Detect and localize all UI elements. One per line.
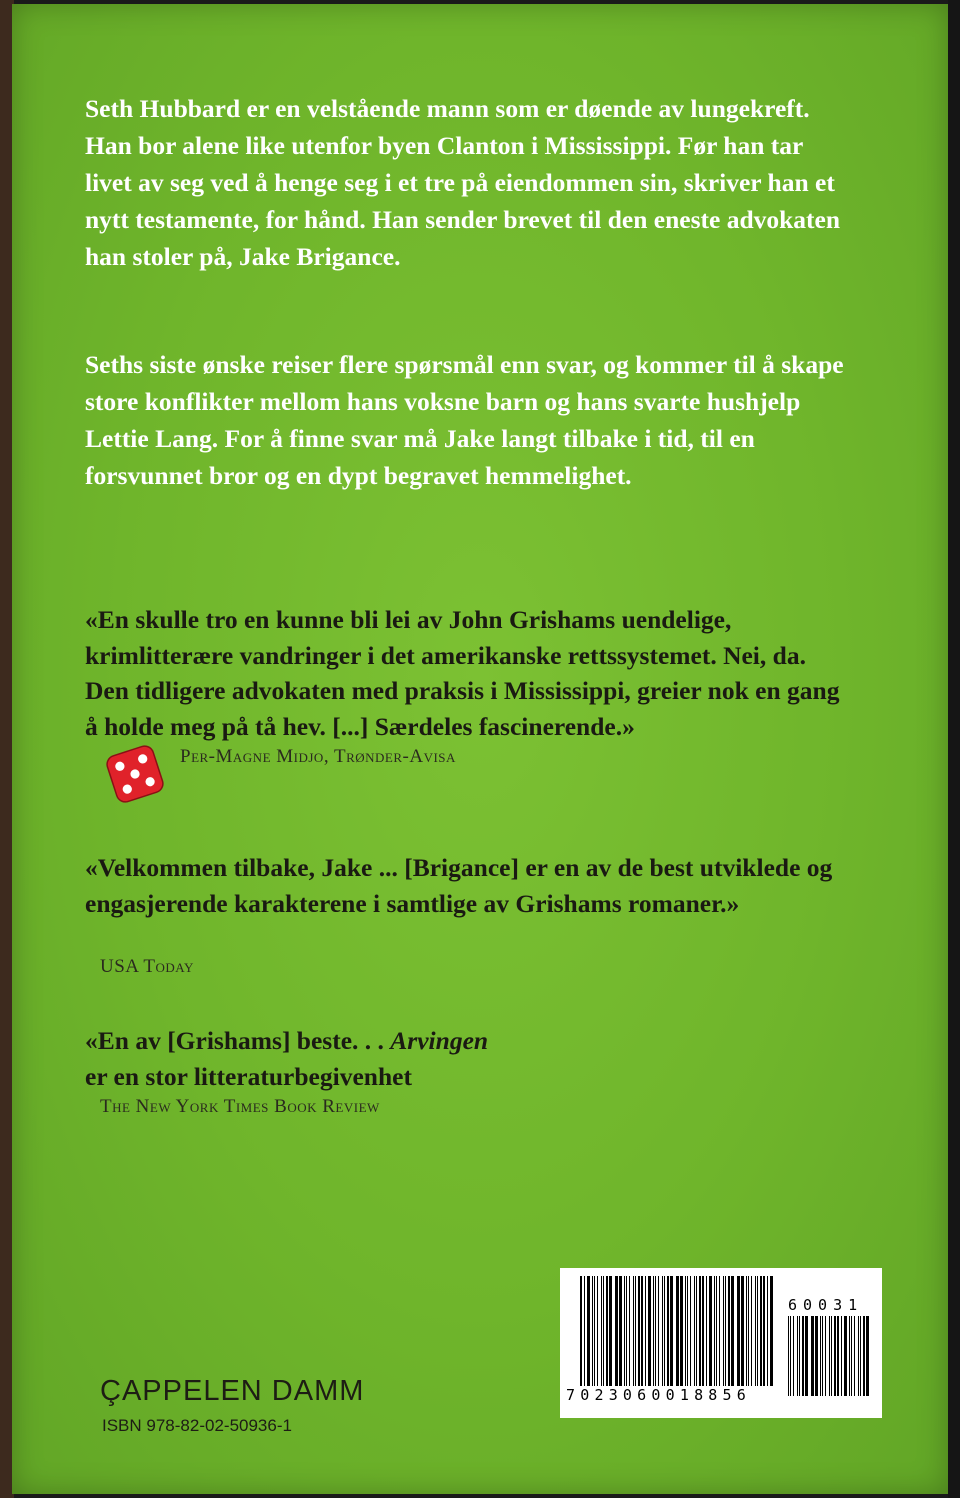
barcode-bar: [737, 1276, 740, 1386]
barcode-bar: [702, 1276, 704, 1386]
barcode-bar: [815, 1316, 818, 1396]
barcode-bar: [851, 1316, 852, 1396]
publisher-logo: ÇAPPELEN DAMM: [100, 1375, 365, 1407]
barcode-bar: [790, 1316, 791, 1396]
barcode-bar: [658, 1276, 659, 1386]
barcode-bar: [763, 1276, 765, 1386]
barcode-bar: [748, 1276, 749, 1386]
barcode-bar: [597, 1276, 598, 1386]
barcode-bar: [866, 1316, 869, 1396]
review-source-1: Per-Magne Midjo, Trønder-Avisa: [180, 746, 456, 767]
barcode-bar: [831, 1316, 832, 1396]
barcode-bar: [767, 1276, 768, 1386]
review-quote-3: [85, 1023, 855, 1094]
barcode-bar: [655, 1276, 656, 1386]
barcode-bar: [731, 1276, 734, 1386]
barcode-bar: [741, 1276, 744, 1386]
barcode-bar: [841, 1316, 842, 1396]
barcode-bar: [592, 1276, 593, 1386]
barcode-bar: [662, 1276, 663, 1386]
barcode-bar: [638, 1276, 640, 1386]
barcode-bar: [609, 1276, 612, 1386]
barcode-bar: [822, 1316, 823, 1396]
barcode-bar: [690, 1276, 691, 1386]
barcode-bar: [696, 1276, 697, 1386]
barcode-number: 7023060018856: [566, 1386, 751, 1404]
review-quote-1: «En skulle tro en kunne bli lei av John Grishams uendelige, krimlitterære vandringer i det amerikanske rettssystemet. Nei, da. Den tidligere advokaten med praksis i Mississippi, greier nok en gang å holde meg på tå hev. [...] Særdeles fascinerende.»: [85, 605, 840, 741]
barcode-bar: [714, 1276, 715, 1386]
review-source-3: The New York Times Book Review: [100, 1096, 380, 1117]
review-quote-3-tail: er en stor litteraturbegivenhet: [85, 1061, 412, 1091]
barcode-bar: [615, 1276, 618, 1386]
barcode-bar: [680, 1276, 683, 1386]
isbn-text: ISBN 978-82-02-50936-1: [102, 1416, 292, 1435]
barcode-bar: [746, 1276, 747, 1386]
dice-rating-icon: [103, 742, 167, 806]
barcode-bar: [633, 1276, 634, 1386]
barcode-bar: [645, 1276, 646, 1386]
barcode-bar: [799, 1316, 800, 1396]
barcode-bar: [793, 1316, 794, 1396]
barcode-bar: [802, 1316, 804, 1396]
barcode-bar: [587, 1276, 590, 1386]
barcode-bar: [706, 1276, 707, 1386]
barcode-bar: [580, 1276, 582, 1386]
barcode-bar: [849, 1316, 850, 1396]
blurb-paragraph-1: Seth Hubbard er en velstående mann som er døende av lungekreft. Han bor alene like utenfor byen Clanton i Mississippi. Før han tar livet av seg ved å henge seg i et tre på eiendommen sin, skriver han et nytt testamente, for hånd. Han sender brevet til den eneste advokaten han stoler på, Jake Brigance.: [85, 94, 841, 271]
barcode-bar: [811, 1316, 814, 1396]
barcode-bar: [685, 1276, 686, 1386]
barcode-bar: [687, 1276, 688, 1386]
barcode-bar: [603, 1276, 604, 1386]
barcode-bar: [694, 1276, 695, 1386]
review-quote-3-lead: «En av [Grishams] beste. . .: [85, 1026, 391, 1055]
barcode-bar: [725, 1276, 726, 1386]
barcode-bar: [635, 1276, 636, 1386]
barcode-bar: [653, 1276, 654, 1386]
barcode-bar: [584, 1276, 585, 1386]
barcode-bar: [619, 1276, 622, 1386]
barcode-bar: [626, 1276, 627, 1386]
barcode-bar: [820, 1316, 821, 1396]
barcode-bar: [667, 1276, 669, 1386]
barcode-bar: [760, 1276, 762, 1386]
barcode-bar: [854, 1316, 855, 1396]
barcode-bar: [606, 1276, 608, 1386]
barcode-bar: [664, 1276, 665, 1386]
barcode-bar: [755, 1276, 756, 1386]
barcode-bar: [728, 1276, 730, 1386]
barcode-bar: [751, 1276, 752, 1386]
barcode-bar: [676, 1276, 679, 1386]
barcode-bar: [860, 1316, 861, 1396]
barcode-bar: [719, 1276, 720, 1386]
barcode-bar: [641, 1276, 643, 1386]
barcode-bar: [837, 1316, 839, 1396]
barcode-bar: [670, 1276, 673, 1386]
barcode-bar: [797, 1316, 798, 1396]
barcode-bar: [834, 1316, 836, 1396]
barcode-bar: [716, 1276, 717, 1386]
barcode-bar: [699, 1276, 701, 1386]
blurb-paragraph-2: Seths siste ønske reiser flere spørsmål enn svar, og kommer til å skape store konflikter mellom hans voksne barn og hans svarte hushjelp Lettie Lang. For å finne svar må Jake langt tilbake i tid, til en forsvunnet bror og en dypt begravet hemmelighet.: [85, 350, 844, 490]
barcode-bar: [825, 1316, 826, 1396]
barcode-bar: [829, 1316, 830, 1396]
barcode-bar: [858, 1316, 859, 1396]
barcode: [560, 1268, 882, 1418]
barcode-bar: [788, 1316, 789, 1396]
barcode-bar: [648, 1276, 651, 1386]
review-source-2: USA Today: [100, 956, 194, 977]
barcode-bar: [863, 1316, 865, 1396]
barcode-bar: [770, 1276, 773, 1386]
barcode-bar: [709, 1276, 712, 1386]
barcode-bar: [844, 1316, 847, 1396]
barcode-bar: [629, 1276, 630, 1386]
barcode-bar: [805, 1316, 808, 1396]
barcode-bar: [757, 1276, 758, 1386]
barcode-addon-number: 60031: [788, 1296, 864, 1314]
barcode-bar: [601, 1276, 602, 1386]
cover-edge-right: [948, 0, 960, 1498]
barcode-bar: [594, 1276, 595, 1386]
barcode-bar: [624, 1276, 625, 1386]
book-title: Arvingen: [390, 1026, 489, 1055]
review-quote-2: «Velkommen tilbake, Jake ... [Brigance] er en av de best utviklede og engasjerende karakterene i samtlige av Grishams romaner.»: [85, 853, 833, 918]
barcode-bar: [723, 1276, 724, 1386]
